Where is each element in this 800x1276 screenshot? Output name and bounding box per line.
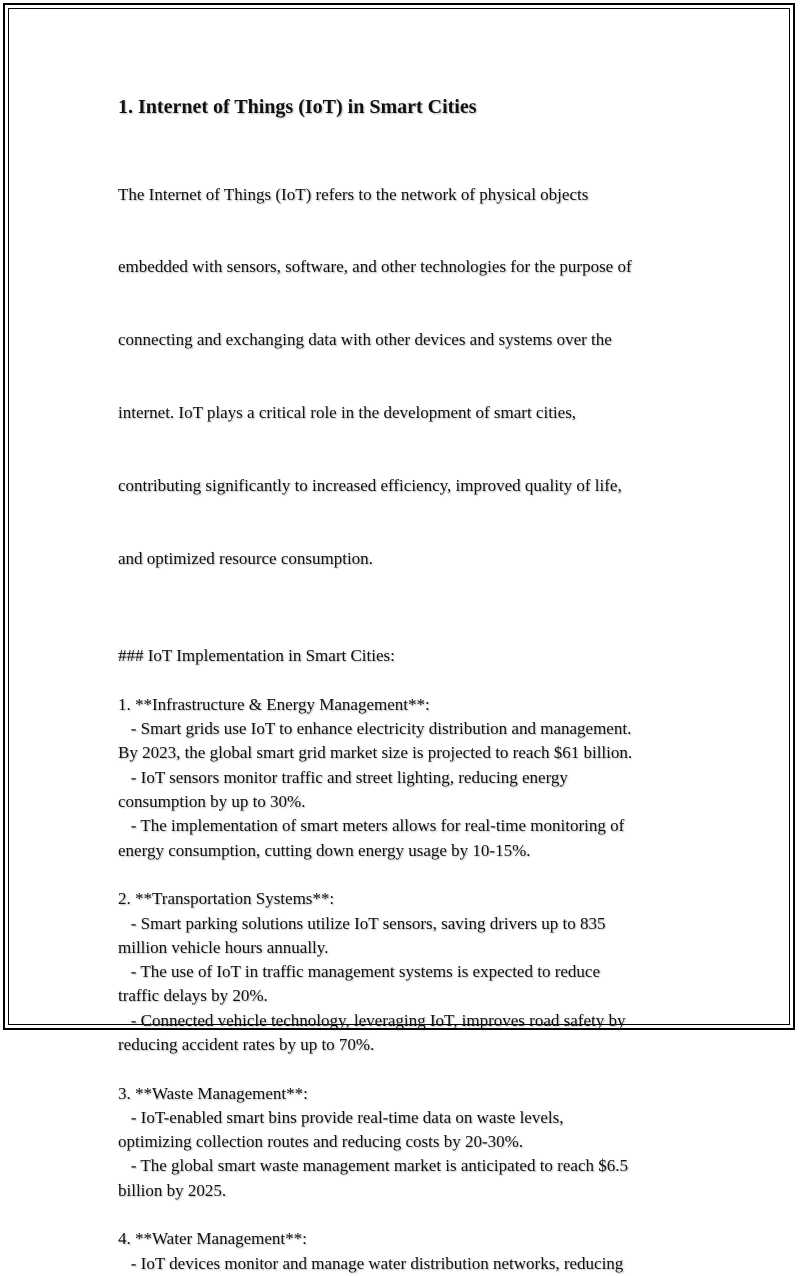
intro-line: and optimized resource consumption. [118, 549, 373, 569]
spacer [118, 1203, 678, 1227]
section-line: - Smart parking solutions utilize IoT sensors, saving drivers up to 835 [118, 913, 606, 933]
section-line: - IoT devices monitor and manage water distribution networks, reducing [118, 1253, 624, 1273]
section-heading: 3. **Waste Management**: [118, 1083, 308, 1103]
intro-line: contributing significantly to increased efficiency, improved quality of life, [118, 476, 622, 496]
spacer [118, 1057, 678, 1081]
section-heading: 2. **Transportation Systems**: [118, 889, 335, 909]
spacer [118, 620, 678, 644]
section-line: - IoT-enabled smart bins provide real-time data on waste levels, [118, 1107, 564, 1127]
section-water [118, 1227, 678, 1276]
section-waste [118, 1082, 678, 1203]
section-line: - Smart grids use IoT to enhance electricity distribution and management. [118, 719, 632, 739]
document-body [118, 94, 678, 1276]
intro-line: embedded with sensors, software, and other technologies for the purpose of [118, 257, 632, 277]
section-line: billion by 2025. [118, 1180, 227, 1200]
section-line: - IoT sensors monitor traffic and street lighting, reducing energy [118, 767, 568, 787]
section-subheading: ### IoT Implementation in Smart Cities: [118, 646, 395, 666]
section-heading: 4. **Water Management**: [118, 1229, 307, 1249]
section-infrastructure [118, 693, 678, 863]
section-line: energy consumption, cutting down energy usage by 10-15%. [118, 840, 531, 860]
section-transportation [118, 887, 678, 1057]
section-line: consumption by up to 30%. [118, 792, 306, 812]
section-line: traffic delays by 20%. [118, 986, 268, 1006]
spacer [118, 863, 678, 887]
section-line: - Connected vehicle technology, leveraging IoT, improves road safety by [118, 1010, 626, 1030]
section-line: - The global smart waste management market is anticipated to reach $6.5 [118, 1156, 628, 1176]
section-line: million vehicle hours annually. [118, 937, 329, 957]
section-line: reducing accident rates by up to 70%. [118, 1034, 375, 1054]
document-title: 1. Internet of Things (IoT) in Smart Cities [118, 96, 477, 118]
section-line: - The use of IoT in traffic management systems is expected to reduce [118, 962, 600, 982]
intro-line: The Internet of Things (IoT) refers to the network of physical objects [118, 184, 589, 204]
intro-line: internet. IoT plays a critical role in the development of smart cities, [118, 403, 577, 423]
section-line: - The implementation of smart meters allows for real-time monitoring of [118, 816, 625, 836]
spacer [118, 669, 678, 693]
section-heading: 1. **Infrastructure & Energy Management**: [118, 694, 430, 714]
intro-paragraph [118, 134, 678, 620]
section-line: By 2023, the global smart grid market size is projected to reach $61 billion. [118, 743, 633, 763]
intro-line: connecting and exchanging data with other devices and systems over the [118, 330, 612, 350]
section-line: optimizing collection routes and reducing costs by 20-30%. [118, 1132, 524, 1152]
